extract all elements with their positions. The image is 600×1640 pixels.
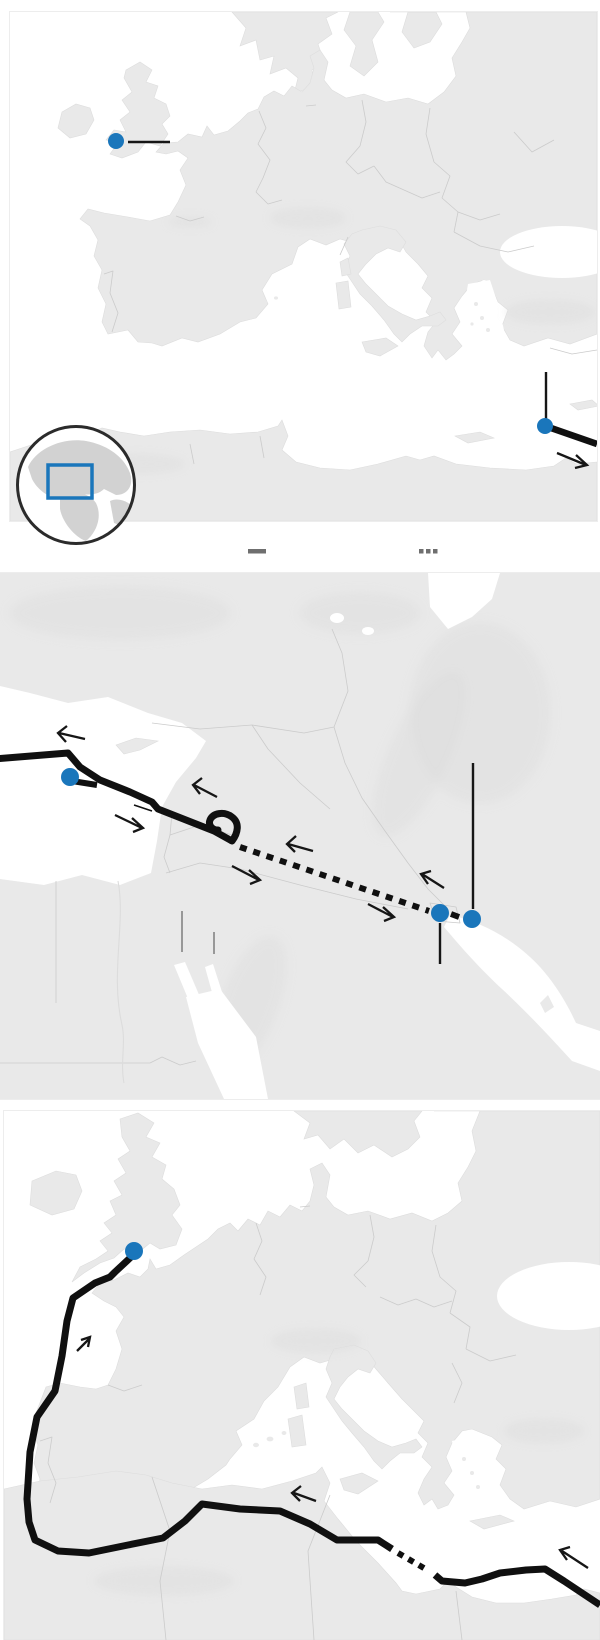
dotted-route-end-dash [451,914,459,917]
arrow-northeast-biscay [77,1337,90,1351]
gulf-marker-a [431,904,449,922]
east-mediterranean-marker [61,768,79,786]
route-segment-east [551,428,597,444]
mediterranean-return-route-map [4,1111,600,1640]
east-mediterranean-marker [537,418,553,434]
middle-east-route-map [0,573,600,1099]
legend-solid-route-symbol [248,549,266,554]
gulf-marker-b [463,910,481,928]
legend-dotted-route-symbol [419,549,438,554]
coastline [4,1111,600,1640]
uk-marker [125,1242,143,1260]
uk-marker [108,133,124,149]
arrow-northwest-levantine [560,1547,588,1568]
inset-globe [10,419,142,551]
dotted-route [398,1553,429,1571]
panel-middle-east-route [0,573,600,1099]
panel-return-route [4,1111,600,1640]
